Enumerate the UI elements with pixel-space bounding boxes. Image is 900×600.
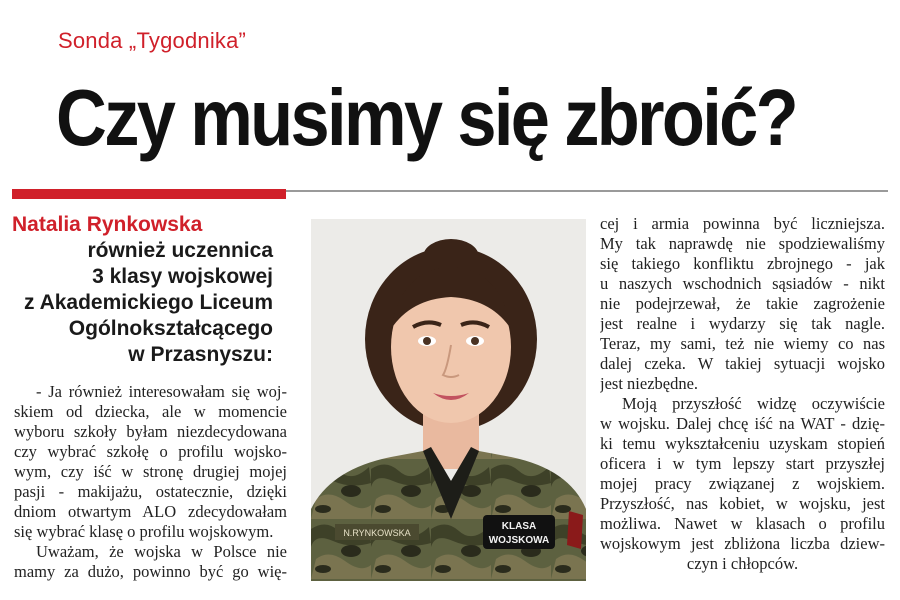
intro-line: w Przasnyszu:: [128, 343, 273, 366]
intro-line: Ogólnokształcącego: [68, 317, 273, 340]
headline: Czy musimy się zbroić?: [56, 73, 797, 162]
text-line: cej i armia powinna być liczniejsza.: [600, 214, 885, 233]
text-line: oficera i w tym lepszy start przyszłej: [600, 454, 885, 473]
text-line: - Ja również interesowałam się woj-: [36, 382, 287, 401]
text-line: nie podejrzewał, że takie zagrożenie: [600, 294, 885, 313]
intro-line: z Akademickiego Liceum: [24, 291, 273, 314]
text-line: jest niezbędne.: [600, 374, 699, 393]
text-line: pasji - makijażu, ostatecznie, dzięki: [14, 482, 287, 501]
text-line: czy wybrać szkołę o profilu wojsko-: [14, 442, 287, 461]
text-line: Przyszłość, nas kobiet, w wojsku, jest: [600, 494, 885, 513]
accent-rule: [12, 189, 286, 199]
text-line: skiem od dziecka, ale w momencie: [14, 402, 287, 421]
text-line: czyn i chłopców.: [686, 554, 799, 573]
text-line: mojej pracy związanej z wojskiem.: [600, 474, 885, 493]
text-line: wojskowym jest zbliżona liczba dziew-: [600, 534, 885, 553]
patch-text: KLASA: [501, 521, 537, 532]
name-tape: N.RYNKOWSKA: [343, 528, 411, 538]
article-column-left: [14, 382, 287, 582]
text-line: w wojsku. Dalej chcę iść na WAT - dzię-: [600, 414, 885, 433]
text-line: u naszych wschodnich sąsiadów - nikt: [600, 274, 885, 293]
text-line: dniom otwartym ALO zdecydowałam: [14, 502, 287, 521]
text-line: jest realne i wydarzy się tak nagle.: [600, 314, 885, 333]
interviewee-intro: [12, 212, 287, 368]
text-line: Uważam, że wojska w Polsce nie: [36, 542, 287, 561]
text-line: My tak naprawdę nie spodziewaliśmy: [600, 234, 885, 253]
text-line: wym, czy iść w stronę drugiej mojej: [14, 462, 287, 481]
intro-line: 3 klasy wojskowej: [92, 265, 273, 288]
portrait-photo: [311, 219, 586, 581]
text-line: ki temu wykształceniu uzyskam stopień: [600, 434, 885, 453]
text-line: Teraz, my sami, też nie wiemy co nas: [600, 334, 885, 353]
text-line: możliwa. Nawet w klasach o profilu: [600, 514, 885, 533]
text-line: dalej czeka. W takiej sytuacji wojsko: [600, 354, 885, 373]
intro-line: również uczennica: [87, 239, 273, 262]
patch-text: WOJSKOWA: [488, 535, 550, 546]
interviewee-name: Natalia Rynkowska: [12, 213, 203, 236]
section-kicker: Sonda „Tygodnika”: [58, 28, 247, 53]
text-line: się takiego konfliktu zbrojnego - jak: [600, 254, 885, 273]
article-column-right: [600, 214, 885, 574]
text-line: się wybrać klasę o profilu wojskowym.: [14, 522, 274, 541]
text-line: Moją przyszłość widzę oczywiście: [622, 394, 885, 413]
text-line: mamy za dużo, powinno być go wię-: [14, 562, 287, 581]
text-line: wyboru szkoły byłam niezdecydowana: [14, 422, 287, 441]
